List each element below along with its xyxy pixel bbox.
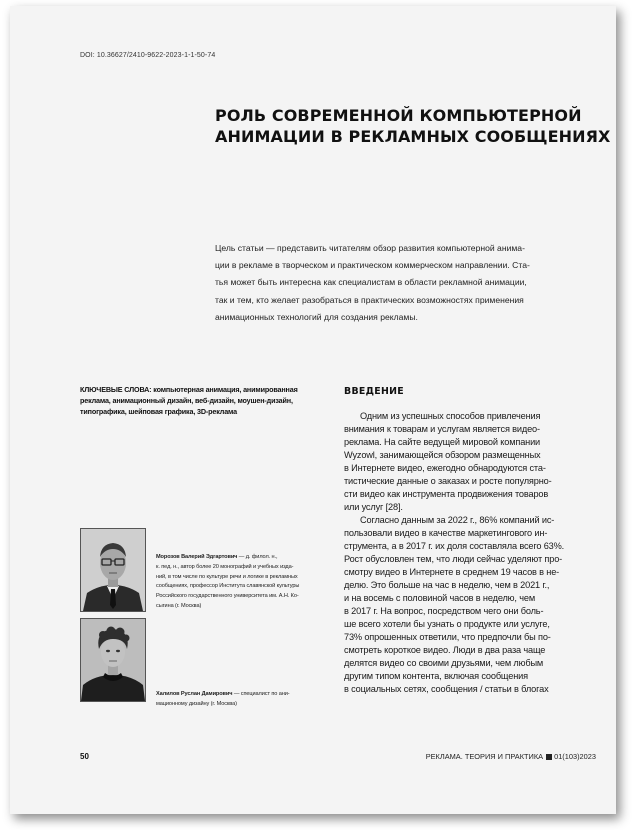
body-line: Согласно данным за 2022 г., 86% компаний ис- [360,515,555,525]
author-bio-line: сообщениях, профессор Института славянской культуры [156,583,300,590]
body-line: ше всего хотели бы узнать о продукте или услуге, [344,619,550,629]
keywords-line: реклама, анимационный дизайн, веб-дизайн, моушен-дизайн, [80,396,293,405]
journal-name: РЕКЛАМА. ТЕОРИЯ И ПРАКТИКА [425,752,544,761]
keywords-line: КЛЮЧЕВЫЕ СЛОВА: компьютерная анимация, анимированная [80,385,298,394]
author-bio-line: мационному дизайну (г. Москва) [156,700,237,707]
journal-issue: 01(103)2023 [554,752,596,761]
body-line: 73% опрошенных ответили, что предпочли бы по- [344,632,551,642]
body-line: сти видео как инструмента продвижения товаров [344,489,549,499]
body-line: смотру видео в Интернете в среднем 19 часов в не- [344,567,560,577]
body-line: и на восемь с половиной часов в неделю, чем [344,593,535,603]
body-line: Рост обусловлен тем, что люди сейчас уделяют про- [344,554,563,564]
keywords-line: типографика, шейповая графика, 3D-реклама [80,407,237,416]
body-line: Одним из успешных способов привлечения [360,411,541,421]
body-line: делятся видео со своими друзьями, чем любым [344,658,544,668]
body-line: струмента, а в 2017 г. их доля составляла всего 63%. [344,541,565,551]
article-title [215,105,611,147]
body-line: внимания к товарам и услугам является видео- [344,424,540,434]
body-line: в Интернете видео, ежегодно обнародуются ста- [344,463,546,473]
author-bio-line: сыгина (г. Москва) [156,602,202,609]
page-number: 50 [80,752,89,761]
portrait-image [81,619,145,701]
author-bio-khalilov [156,690,331,710]
abstract-line: анимационных технологий для создания рекламы. [215,311,418,322]
author-bio-text: — д. филол. н., [237,554,278,560]
abstract-line: тья может быть интересна как специалистам в области рекламной анимации, [215,277,527,288]
journal-page [10,6,616,814]
body-line: или услуг [28]. [344,502,403,512]
body-line: в 2017 г. На вопрос, посредством чего они боль- [344,606,544,616]
author-bio-line: к. пед. н., автор более 20 монографий и учебных изда- [156,563,294,570]
author-bio-line: ний, в том числе по культуре речи и логике в рекламных [156,573,298,580]
journal-footer [426,752,596,761]
body-line: пользовали видео в качестве маркетингового ин- [344,528,548,538]
doi-label: DOI: 10.36627/2410-9622-2023-1-1-50-74 [80,52,216,59]
author-photo-khalilov [80,618,146,702]
abstract [215,240,595,326]
title-line: РОЛЬ СОВРЕМЕННОЙ КОМПЬЮТЕРНОЙ [215,106,582,125]
author-bio-morozov [156,553,331,612]
portrait-image [81,529,145,611]
body-line: Wyzowl, занимающейся обзором размещенных [344,450,541,460]
body-line: в социальных сетях, сообщения / статьи в блогах [344,684,549,694]
keywords [80,384,338,417]
section-heading: ВВЕДЕНИЕ [344,386,404,397]
body-text [344,410,606,696]
author-bio-text: — специалист по ани- [232,691,290,697]
abstract-line: так и тем, кто желает разобраться в практических возможностях применения [215,294,524,305]
square-bullet-icon [546,754,552,760]
body-line: тистические данные о заказах и росте популярно- [344,476,552,486]
body-line: делю. Это больше на час в неделю, чем в 2021 г., [344,580,550,590]
title-line: АНИМАЦИИ В РЕКЛАМНЫХ СООБЩЕНИЯХ [215,127,611,146]
body-line: смотреть короткое видео. Люди в два раза чаще [344,645,546,655]
body-line: другим типом контента, включая сообщения [344,671,528,681]
author-bio-line: Российского государственного университета им. А.Н. Ко- [156,593,299,600]
abstract-line: Цель статьи — представить читателям обзор развития компьютерной анима- [215,243,525,253]
author-bio-line [156,690,331,700]
author-photo-morozov [80,528,146,612]
author-name: Халилов Руслан Дамирович [156,691,233,697]
abstract-line: ции в рекламе в творческом и практическом коммерческом направлении. Ста- [215,260,530,271]
body-line: реклама. На сайте ведущей мировой компании [344,437,541,447]
author-name: Морозов Валерий Эдгартович [156,554,238,560]
author-bio-line [156,553,331,563]
